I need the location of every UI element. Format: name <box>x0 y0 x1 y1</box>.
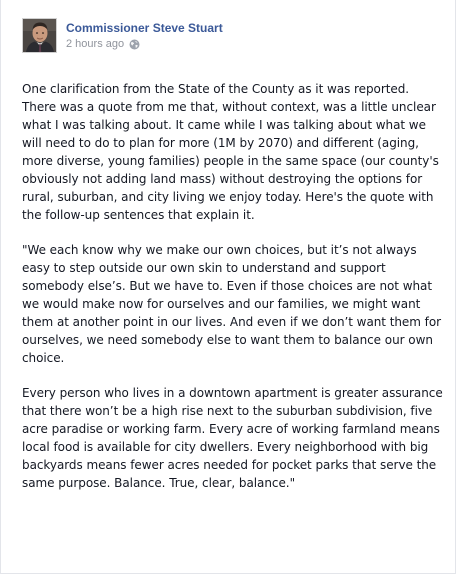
post-timestamp[interactable]: 2 hours ago <box>66 38 125 50</box>
profile-photo <box>23 19 56 52</box>
post-meta <box>66 38 140 50</box>
post-paragraph: One clarification from the State of the County as it was reported. There was a quote from me that, without context, was a little unclear what I was talking about. It came while I was talking about what we will need to do to plan for more (1M by 2070) and different (aging, more diverse, young families) people in the same space (our county's obviously not adding land mass) without destroying the options for rural, suburban, and city living we enjoy today. Here's the quote with the follow-up sentences that explain it. <box>22 82 439 222</box>
post-header <box>22 18 445 58</box>
globe-icon[interactable] <box>129 39 140 50</box>
author-name-link[interactable]: Commissioner Steve Stuart <box>66 21 223 35</box>
avatar[interactable] <box>22 18 57 53</box>
post-paragraph: "We each know why we make our own choices, but it’s not always easy to step outside our own skin to understand and support somebody else’s. But we have to. Even if those choices are not what we would make now for ourselves and our families, we might want them at another point in our lives. And even if we don’t want them for ourselves, we need somebody else to want them to balance our own choice. <box>22 243 442 365</box>
post-body <box>22 80 446 509</box>
post-paragraph: Every person who lives in a downtown apartment is greater assurance that there won’t be a high rise next to the suburban subdivision, five acre paradise or working farm. Every acre of working farmland means local food is available for city dwellers. Every neighborhood with big backyards means fewer acres needed for pocket parks that serve the same purpose. Balance. True, clear, balance." <box>22 386 443 490</box>
